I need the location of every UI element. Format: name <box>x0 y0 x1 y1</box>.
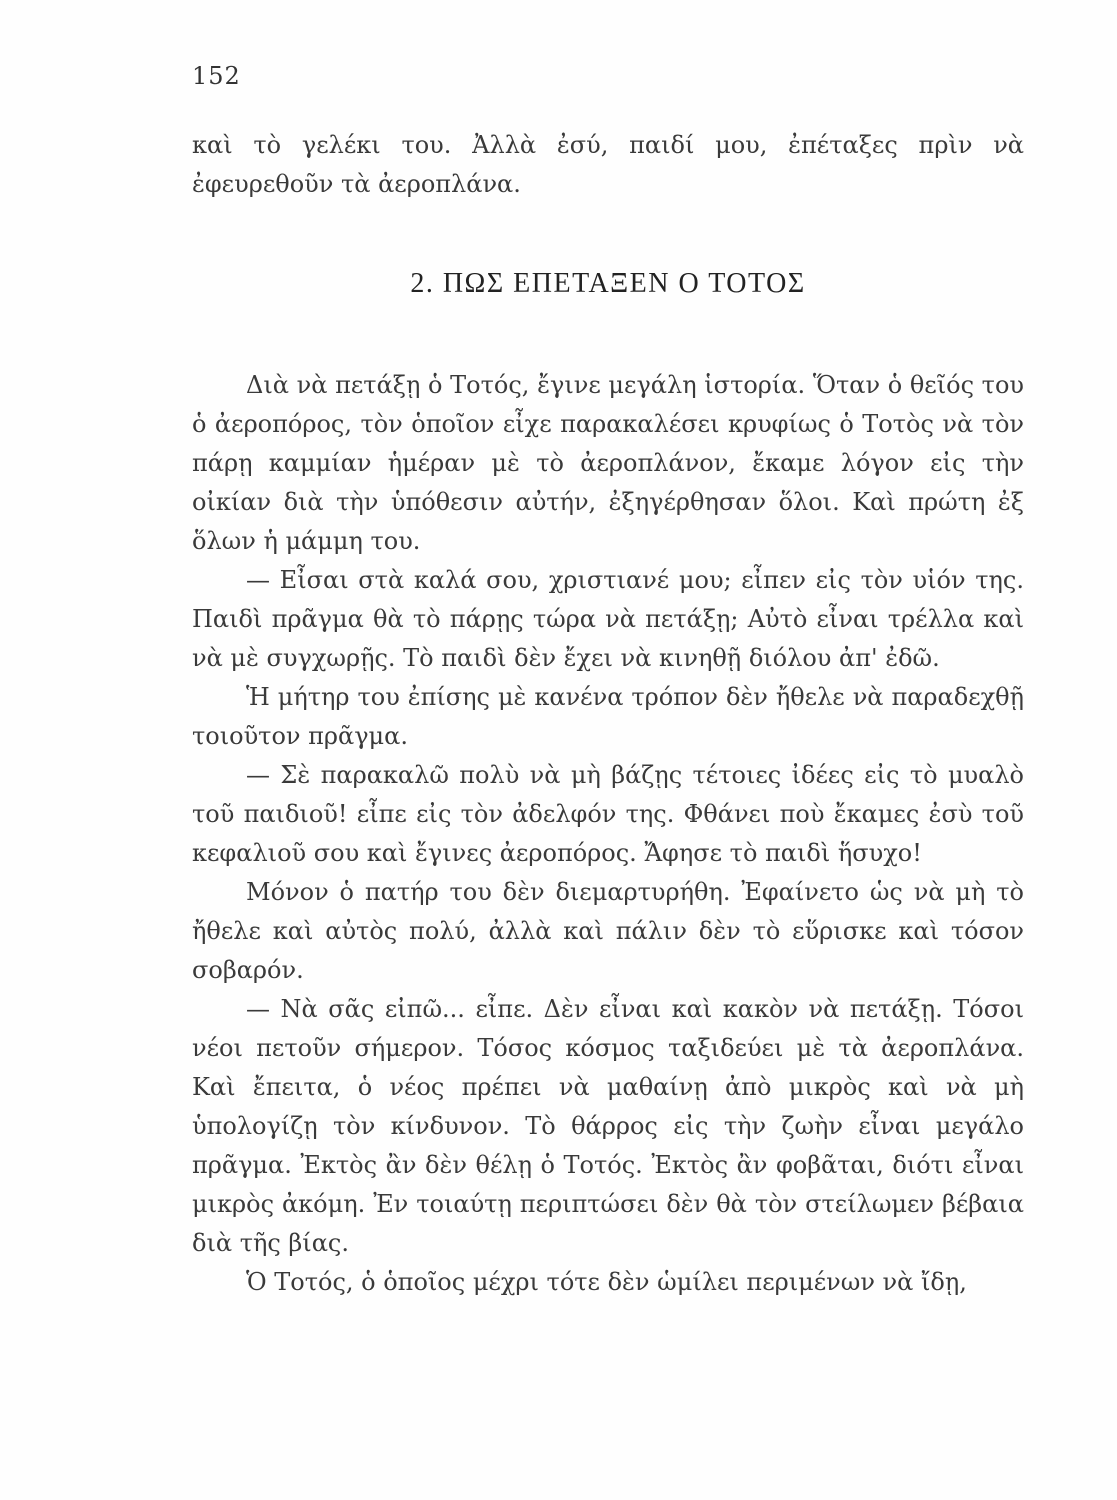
chapter-body <box>192 366 1024 1302</box>
paragraph: — Σὲ παρακαλῶ πολὺ νὰ μὴ βάζῃς τέτοιες ἰδέες εἰς τὸ μυαλὸ τοῦ παιδιοῦ! εἶπε εἰς τὸν ἀδελφόν της. Φθάνει ποὺ ἔκαμες ἐσὺ τοῦ κεφαλιοῦ σου καὶ ἔγινες ἀεροπόρος. Ἄφησε τὸ παιδὶ ἥσυχο! <box>192 761 1024 867</box>
paragraph: — Νὰ σᾶς εἰπῶ... εἶπε. Δὲν εἶναι καὶ κακὸν νὰ πετάξῃ. Τόσοι νέοι πετοῦν σήμερον. Τόσος κόσμος ταξιδεύει μὲ τὰ ἀεροπλάνα. Καὶ ἔπειτα, ὁ νέος πρέπει νὰ μαθαίνῃ ἀπὸ μικρὸς καὶ νὰ μὴ ὑπολογίζῃ τὸν κίνδυνον. Τὸ θάρρος εἰς τὴν ζωὴν εἶναι μεγάλο πρᾶγμα. Ἐκτὸς ἂν δὲν θέλῃ ὁ Τοτός. Ἐκτὸς ἂν φοβᾶται, διότι εἶναι μικρὸς ἀκόμη. Ἐν τοιαύτῃ περιπτώσει δὲν θὰ τὸν στείλωμεν βέβαια διὰ τῆς βίας. <box>192 995 1024 1257</box>
paragraph: — Εἶσαι στὰ καλά σου, χριστιανέ μου; εἶπεν εἰς τὸν υἱόν της. Παιδὶ πρᾶγμα θὰ τὸ πάρῃς τώρα νὰ πετάξῃ; Αὐτὸ εἶναι τρέλλα καὶ νὰ μὲ συγχωρῇς. Τὸ παιδὶ δὲν ἔχει νὰ κινηθῇ διόλου ἀπ' ἐδῶ. <box>192 566 1024 672</box>
chapter-title: 2. ΠΩΣ ΕΠΕΤΑΞΕΝ Ο ΤΟΤΟΣ <box>410 268 806 299</box>
paragraph: Ἡ μήτηρ του ἐπίσης μὲ κανένα τρόπον δὲν ἤθελε νὰ παραδεχθῇ τοιοῦτον πρᾶγμα. <box>192 683 1024 750</box>
paragraph: Μόνον ὁ πατήρ του δὲν διεμαρτυρήθη. Ἐφαίνετο ὡς νὰ μὴ τὸ ἤθελε καὶ αὐτὸς πολύ, ἀλλὰ καὶ πάλιν δὲν τὸ εὕρισκε καὶ τόσον σοβαρόν. <box>192 878 1024 984</box>
paragraph: Ὁ Τοτός, ὁ ὁποῖος μέχρι τότε δὲν ὡμίλει περιμένων νὰ ἴδῃ, <box>246 1268 967 1296</box>
page-number: 152 <box>192 62 241 90</box>
paragraph: Διὰ νὰ πετάξῃ ὁ Τοτός, ἔγινε μεγάλη ἱστορία. Ὅταν ὁ θεῖός του ὁ ἀεροπόρος, τὸν ὁποῖον εἶχε παρακαλέσει κρυφίως ὁ Τοτὸς νὰ τὸν πάρῃ καμμίαν ἡμέραν μὲ τὸ ἀεροπλάνον, ἔκαμε λόγον εἰς τὴν οἰκίαν διὰ τὴν ὑπόθεσιν αὐτήν, ἐξηγέρθησαν ὅλοι. Καὶ πρώτη ἐξ ὅλων ἡ μάμμη του. <box>192 371 1024 555</box>
intro-paragraph: καὶ τὸ γελέκι του. Ἀλλὰ ἐσύ, παιδί μου, ἐπέταξες πρὶν νὰ ἐφευρεθοῦν τὰ ἀεροπλάνα. <box>192 131 1024 198</box>
